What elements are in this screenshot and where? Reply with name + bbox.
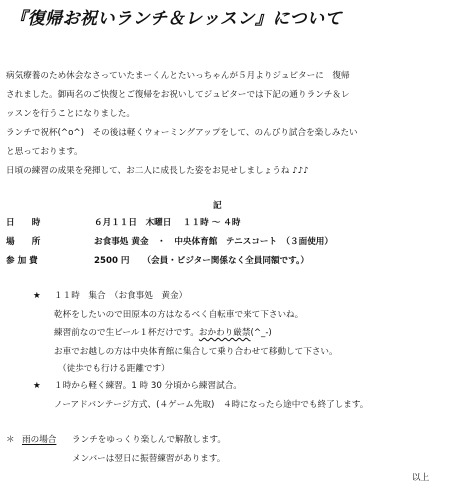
date-label: 日 時 xyxy=(6,218,41,228)
schedule-note xyxy=(54,327,272,339)
closing-text: 以上 xyxy=(412,473,430,483)
intro-line: ランチで祝杯(^o^) その後は軽くウォーミングアップをして、のんびり試合を楽しみたい xyxy=(6,128,358,138)
intro-line: 日頃の練習の成果を発揮して、お二人に成長した姿をお見せしましょうね ♪♪♪ xyxy=(6,166,309,176)
schedule-note: （徒歩でも行ける距離です） xyxy=(58,364,170,374)
fee-value: 2500 円 （会員・ビジター関係なく全員同額です。） xyxy=(94,256,309,266)
no-refill-note: おかわり厳禁 xyxy=(198,328,251,338)
rain-note: メンバーは翌日に振替練習があります。 xyxy=(72,454,226,464)
schedule-item: １時から軽く練習。1 時 30 分頃から練習試合。 xyxy=(54,381,242,391)
place-value: お食事処 黄金 ・ 中央体育館 テニスコート （３面使用） xyxy=(94,237,333,247)
page-title: 『復帰お祝いランチ＆レッスン』について xyxy=(10,9,342,29)
place-label: 場 所 xyxy=(6,237,41,247)
intro-line: されました。御両名のご快復とご復帰をお祝いしてジュピターでは下記の通りランチ＆レ xyxy=(6,90,350,100)
intro-line: ッスンを行うことになりました。 xyxy=(6,109,135,119)
wink-emoticon: (^_-) xyxy=(250,328,272,338)
beer-note: 練習前なので生ビール１杯だけです。 xyxy=(54,328,199,338)
schedule-item: １１時 集合 （お食事処 黄金） xyxy=(54,291,188,301)
fee-label: 参 加 費 xyxy=(6,256,38,266)
schedule-note: ノーアドバンテージ方式、(４ゲーム先取) ４時になったら途中でも終了します。 xyxy=(54,400,369,410)
schedule-note: お車でお越しの方は中央体育館に集合して乗り合わせて移動して下さい。 xyxy=(54,347,338,357)
star-icon: ★ xyxy=(33,291,41,301)
rain-note: ランチをゆっくり楽しんで解散します。 xyxy=(72,435,226,445)
star-icon: ★ xyxy=(33,381,41,391)
schedule-note: 乾杯をしたいので田原本の方はなるべく自転車で来て下さいね。 xyxy=(54,310,304,320)
rain-label: 雨の場合 xyxy=(22,435,57,445)
intro-line: 病気療養のため休会なさっていたまーくんとたいっちゃんが５月よりジュピターに 復帰 xyxy=(6,71,350,81)
intro-line: と思っております。 xyxy=(6,147,83,157)
asterisk-mark: ＊ xyxy=(6,435,15,445)
date-value: ６月１１日 木曜日 １１時 〜 ４時 xyxy=(94,218,241,228)
ki-heading: 記 xyxy=(213,201,222,211)
